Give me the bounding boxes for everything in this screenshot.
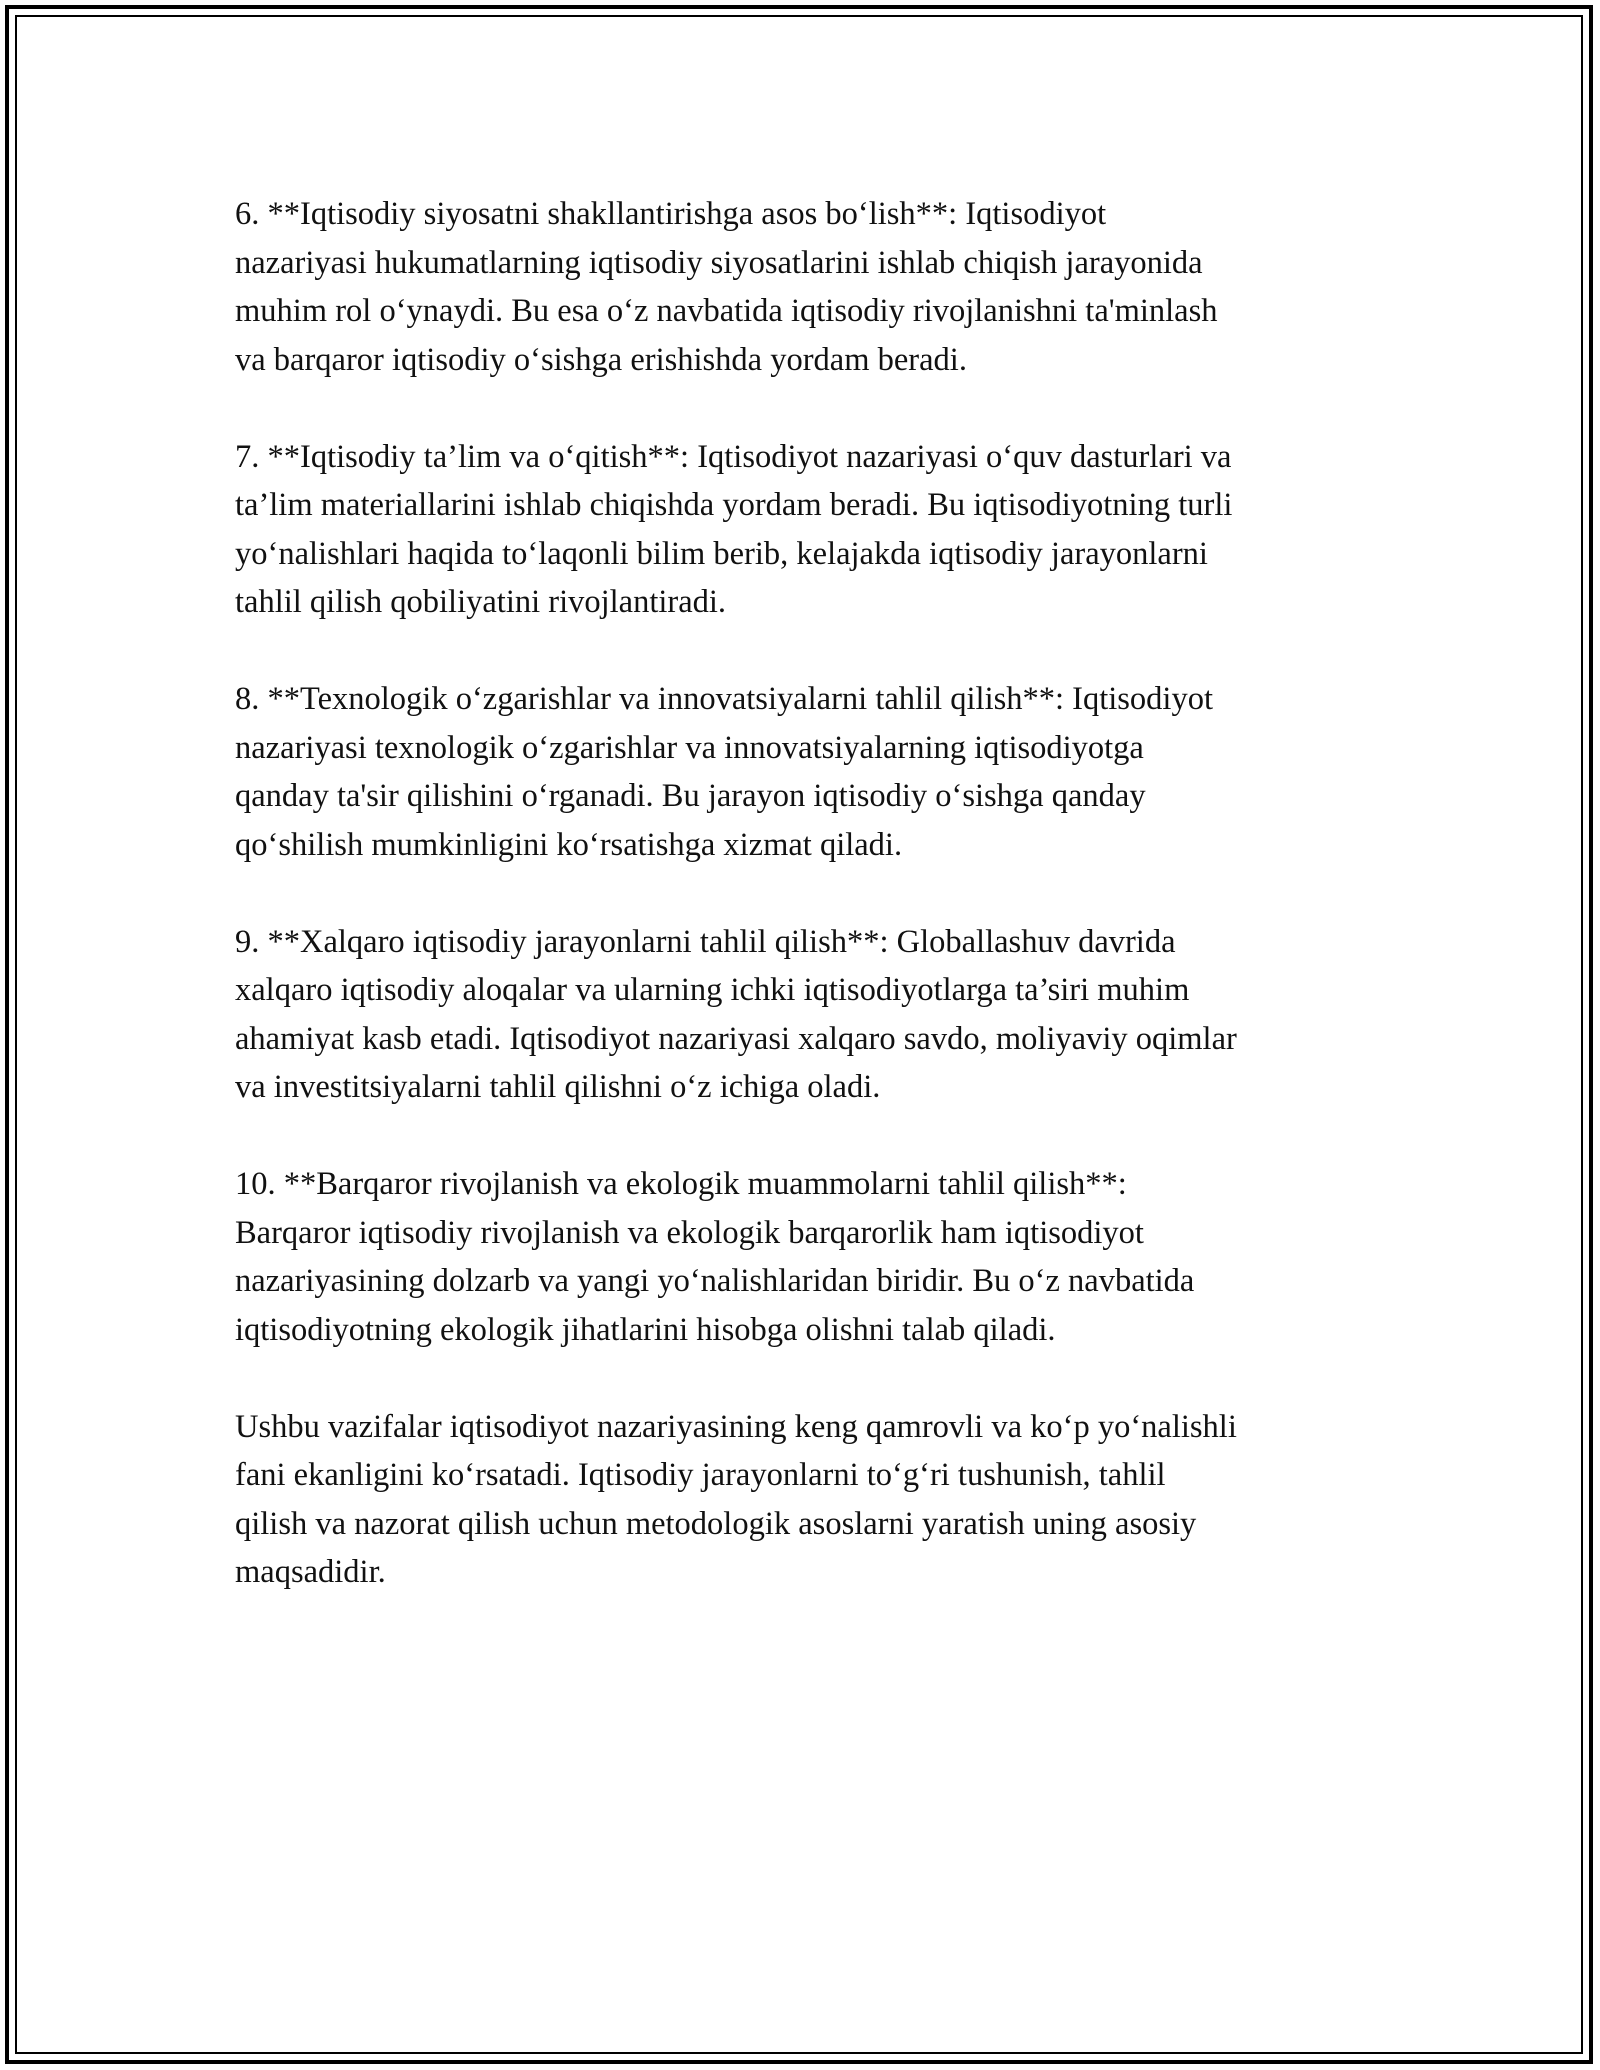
text-line: nazariyasi texnologik o‘zgarishlar va innovatsiyalarning iqtisodiyotga xyxy=(235,729,1144,766)
paragraph-item-7 xyxy=(235,433,1395,627)
text-line: Barqaror iqtisodiy rivojlanish va ekologik barqarorlik ham iqtisodiyot xyxy=(235,1214,1144,1251)
text-line: va investitsiyalarni tahlil qilishni o‘z ichiga oladi. xyxy=(235,1069,881,1105)
text-line: nazariyasi hukumatlarning iqtisodiy siyosatlarini ishlab chiqish jarayonida xyxy=(235,244,1203,281)
text-line: tahlil qilish qobiliyatini rivojlantiradi. xyxy=(235,584,727,620)
paragraph-item-9 xyxy=(235,918,1395,1112)
paragraph-item-8 xyxy=(235,675,1395,869)
text-line: va barqaror iqtisodiy o‘sishga erishishda yordam beradi. xyxy=(235,341,967,378)
text-line: yo‘nalishlari haqida to‘laqonli bilim berib, kelajakda iqtisodiy jarayonlarni xyxy=(235,535,1208,572)
text-line: muhim rol o‘ynaydi. Bu esa o‘z navbatida iqtisodiy rivojlanishni ta'minlash xyxy=(235,293,1218,329)
paragraph-conclusion xyxy=(235,1403,1395,1597)
text-line: 7. **Iqtisodiy ta’lim va o‘qitish**: Iqtisodiyot nazariyasi o‘quv dasturlari va xyxy=(235,438,1232,475)
text-line: iqtisodiyotning ekologik jihatlarini hisobga olishni talab qiladi. xyxy=(235,1311,1056,1348)
text-line: ahamiyat kasb etadi. Iqtisodiyot nazariyasi xalqaro savdo, moliyaviy oqimlar xyxy=(235,1020,1237,1057)
text-line: Ushbu vazifalar iqtisodiyot nazariyasining keng qamrovli va ko‘p yo‘nalishli xyxy=(235,1408,1237,1445)
text-line: ta’lim materiallarini ishlab chiqishda yordam beradi. Bu iqtisodiyotning turli xyxy=(235,487,1233,523)
paragraph-item-6 xyxy=(235,190,1395,384)
text-line: qilish va nazorat qilish uchun metodologik asoslarni yaratish uning asosiy xyxy=(235,1505,1197,1542)
text-line: 10. **Barqaror rivojlanish va ekologik muammolarni tahlil qilish**: xyxy=(235,1166,1127,1202)
text-line: nazariyasining dolzarb va yangi yo‘nalishlaridan biridir. Bu o‘z navbatida xyxy=(235,1263,1195,1299)
text-line: 9. **Xalqaro iqtisodiy jarayonlarni tahlil qilish**: Globallashuv davrida xyxy=(235,923,1176,960)
text-line: maqsadidir. xyxy=(235,1554,386,1590)
document-body xyxy=(235,190,1395,1597)
text-line: qo‘shilish mumkinligini ko‘rsatishga xizmat qiladi. xyxy=(235,826,903,863)
text-line: 6. **Iqtisodiy siyosatni shakllantirishga asos bo‘lish**: Iqtisodiyot xyxy=(235,196,1107,232)
text-line: xalqaro iqtisodiy aloqalar va ularning ichki iqtisodiyotlarga ta’siri muhim xyxy=(235,972,1190,1008)
text-line: 8. **Texnologik o‘zgarishlar va innovatsiyalarni tahlil qilish**: Iqtisodiyot xyxy=(235,681,1213,717)
text-line: fani ekanligini ko‘rsatadi. Iqtisodiy jarayonlarni to‘g‘ri tushunish, tahlil xyxy=(235,1457,1166,1493)
paragraph-item-10 xyxy=(235,1160,1395,1354)
text-line: qanday ta'sir qilishini o‘rganadi. Bu jarayon iqtisodiy o‘sishga qanday xyxy=(235,778,1146,814)
